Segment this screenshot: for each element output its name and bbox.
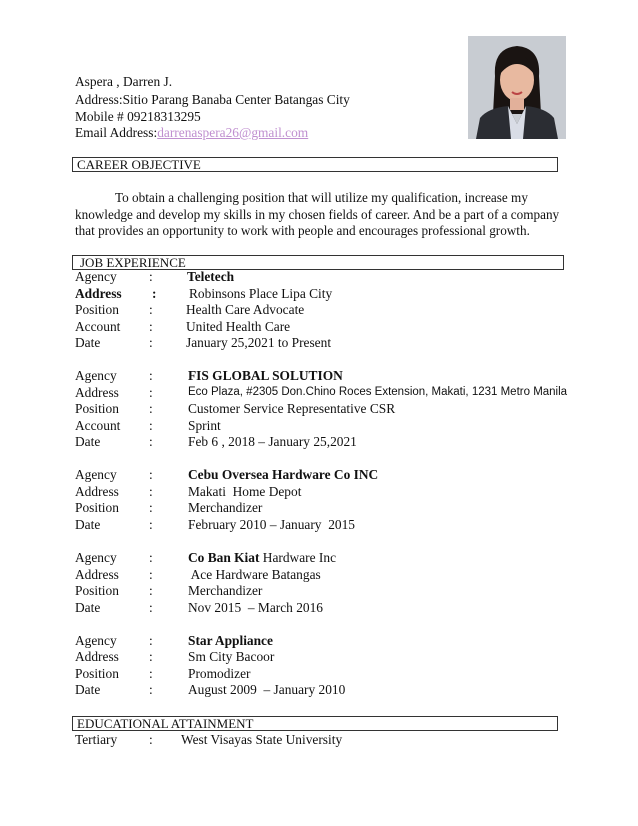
job-2-address: Eco Plaza, #2305 Don.Chino Roces Extension, Makati, 1231 Metro Manila bbox=[188, 386, 568, 398]
job-2-agency-label: Agency bbox=[75, 368, 117, 383]
job-2-account-row bbox=[0, 417, 638, 434]
address-line bbox=[75, 92, 350, 108]
job-4-address-row bbox=[0, 566, 638, 583]
job-5-date-label: Date bbox=[75, 682, 101, 697]
colon: : bbox=[149, 335, 153, 350]
job-4-agency-label: Agency bbox=[75, 550, 117, 565]
job-3-position-row bbox=[0, 499, 638, 516]
job-1-date: January 25,2021 to Present bbox=[186, 335, 332, 350]
job-2-date-row bbox=[0, 433, 638, 450]
job-2-agency: FIS GLOBAL SOLUTION bbox=[188, 368, 343, 383]
colon: : bbox=[149, 517, 153, 532]
job-3-position: Merchandizer bbox=[188, 500, 263, 515]
job-experience-heading: JOB EXPERIENCE bbox=[72, 255, 564, 270]
job-5-agency-row bbox=[0, 632, 638, 649]
mobile-value: 09218313295 bbox=[127, 109, 201, 124]
colon: : bbox=[149, 567, 153, 582]
job-2-position-row bbox=[0, 400, 638, 417]
colon: : bbox=[149, 600, 153, 615]
job-1-address-row bbox=[0, 285, 638, 302]
job-3-agency: Cebu Oversea Hardware Co INC bbox=[188, 467, 379, 482]
colon: : bbox=[149, 484, 153, 499]
job-1-account-row bbox=[0, 318, 638, 335]
job-2-address-label: Address bbox=[75, 385, 119, 400]
job-5-position-row bbox=[0, 665, 638, 682]
job-4-agency bbox=[188, 549, 336, 566]
job-3-agency-row bbox=[0, 466, 638, 483]
email-line bbox=[75, 125, 308, 141]
job-4-date: Nov 2015 – March 2016 bbox=[188, 600, 324, 615]
colon: : bbox=[152, 286, 157, 301]
job-4-position-label: Position bbox=[75, 583, 119, 598]
education-heading: EDUCATIONAL ATTAINMENT bbox=[72, 716, 558, 731]
job-2-position: Customer Service Representative CSR bbox=[188, 401, 396, 416]
job-1-account: United Health Care bbox=[186, 319, 291, 334]
job-1-agency-row bbox=[0, 268, 638, 285]
career-objective-text: To obtain a challenging position that will utilize my qualification, increase my knowledge and develop my skills in my chosen fields of career. And be a part of a company that provides an opportunity to work with people and encourages professional growth. bbox=[75, 190, 560, 239]
tertiary-school: West Visayas State University bbox=[181, 732, 343, 747]
job-4-position-row bbox=[0, 582, 638, 599]
job-1-position: Health Care Advocate bbox=[186, 302, 305, 317]
job-1-agency: Teletech bbox=[187, 269, 235, 284]
job-1-address-label: Address bbox=[75, 286, 122, 301]
colon: : bbox=[149, 401, 153, 416]
job-2-address-row bbox=[0, 384, 638, 401]
colon: : bbox=[149, 633, 153, 648]
job-1-address: Robinsons Place Lipa City bbox=[189, 286, 333, 301]
email-link[interactable]: darrenaspera26@gmail.com bbox=[157, 125, 309, 140]
job-5-date-row bbox=[0, 681, 638, 698]
colon: : bbox=[149, 666, 153, 681]
colon: : bbox=[149, 418, 153, 433]
colon: : bbox=[149, 319, 153, 334]
job-5-position-label: Position bbox=[75, 666, 119, 681]
job-2-agency-row bbox=[0, 367, 638, 384]
job-3-date-label: Date bbox=[75, 517, 101, 532]
job-4-agency-row bbox=[0, 549, 638, 566]
job-4-date-row bbox=[0, 599, 638, 616]
job-3-address-label: Address bbox=[75, 484, 119, 499]
job-2-date-label: Date bbox=[75, 434, 101, 449]
profile-photo bbox=[468, 36, 566, 139]
job-2-account-label: Account bbox=[75, 418, 121, 433]
mobile-label: Mobile # bbox=[75, 109, 128, 124]
job-4-agency-bold: Co Ban Kiat bbox=[188, 550, 260, 565]
job-3-date: February 2010 – January 2015 bbox=[188, 517, 355, 532]
job-4-address: Ace Hardware Batangas bbox=[188, 567, 321, 582]
job-1-position-label: Position bbox=[75, 302, 119, 317]
colon: : bbox=[149, 550, 153, 565]
colon: : bbox=[149, 500, 153, 515]
job-1-date-row bbox=[0, 334, 638, 351]
job-5-date: August 2009 – January 2010 bbox=[188, 682, 346, 697]
job-1-date-label: Date bbox=[75, 335, 101, 350]
address-label: Address: bbox=[75, 92, 123, 107]
job-5-address-label: Address bbox=[75, 649, 119, 664]
tertiary-label: Tertiary bbox=[75, 732, 118, 747]
colon: : bbox=[149, 649, 153, 664]
job-1-position-row bbox=[0, 301, 638, 318]
job-4-agency-rest: Hardware Inc bbox=[259, 550, 337, 565]
job-5-address: Sm City Bacoor bbox=[188, 649, 275, 664]
job-3-position-label: Position bbox=[75, 500, 119, 515]
job-3-date-row bbox=[0, 516, 638, 533]
education-tertiary-row bbox=[0, 731, 638, 748]
colon: : bbox=[149, 732, 153, 747]
colon: : bbox=[149, 682, 153, 697]
address-value: Sitio Parang Banaba Center Batangas City bbox=[122, 92, 350, 107]
colon: : bbox=[149, 467, 153, 482]
job-5-agency: Star Appliance bbox=[188, 633, 273, 648]
job-1-agency-label: Agency bbox=[75, 269, 117, 284]
job-4-address-label: Address bbox=[75, 567, 119, 582]
job-3-address-row bbox=[0, 483, 638, 500]
colon: : bbox=[149, 434, 153, 449]
career-objective-heading: CAREER OBJECTIVE bbox=[72, 157, 558, 172]
job-4-date-label: Date bbox=[75, 600, 101, 615]
profile-photo-image bbox=[468, 36, 566, 139]
job-5-agency-label: Agency bbox=[75, 633, 117, 648]
job-5-position: Promodizer bbox=[188, 666, 251, 681]
job-2-account: Sprint bbox=[188, 418, 221, 433]
job-4-position: Merchandizer bbox=[188, 583, 263, 598]
colon: : bbox=[149, 269, 153, 284]
email-label: Email Address: bbox=[75, 125, 158, 140]
colon: : bbox=[149, 302, 153, 317]
colon: : bbox=[149, 583, 153, 598]
job-3-agency-label: Agency bbox=[75, 467, 117, 482]
job-2-position-label: Position bbox=[75, 401, 119, 416]
job-3-address: Makati Home Depot bbox=[188, 484, 302, 499]
colon: : bbox=[149, 385, 153, 400]
applicant-name: Aspera , Darren J. bbox=[75, 74, 173, 89]
job-1-account-label: Account bbox=[75, 319, 121, 334]
job-5-address-row bbox=[0, 648, 638, 665]
colon: : bbox=[149, 368, 153, 383]
mobile-line bbox=[75, 109, 201, 125]
job-2-date: Feb 6 , 2018 – January 25,2021 bbox=[188, 434, 357, 449]
